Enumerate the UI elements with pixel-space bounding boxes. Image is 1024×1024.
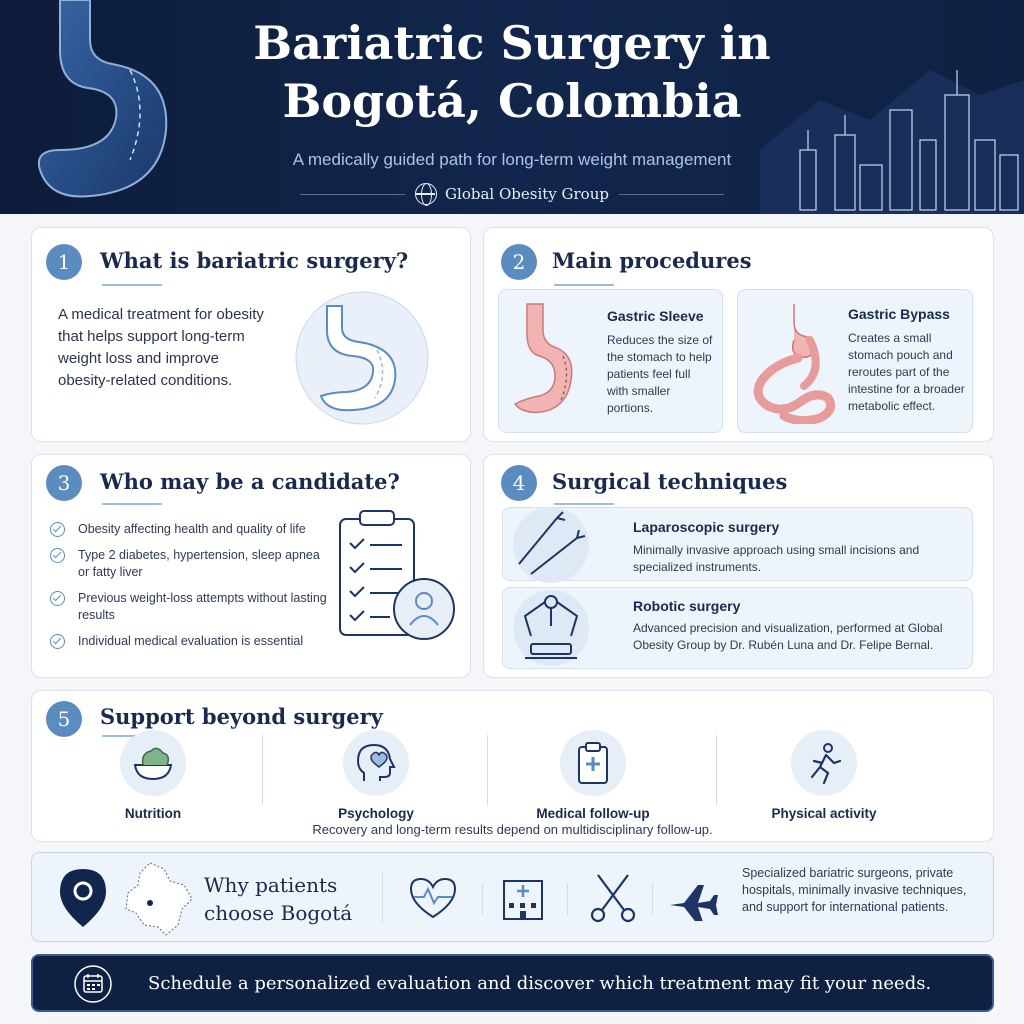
section-surgical-techniques [483, 454, 994, 678]
support-item-nutrition [53, 730, 253, 821]
section-text: A medical treatment for obesity that helps support long-term weight loss and improve obesity-related conditions. [58, 306, 264, 389]
procedure-card-sleeve [498, 289, 723, 433]
section-main-procedures [483, 227, 994, 442]
page-title-line2: Bogotá, Colombia [282, 74, 742, 128]
divider [482, 883, 483, 915]
clipboard-cross-icon [560, 730, 626, 796]
technique-description: Advanced precision and visualization, performed at Global Obesity Group by Dr. Rubén Luna and Dr. Felipe Bernal. [633, 621, 943, 652]
procedure-name: Gastric Sleeve [607, 308, 704, 324]
procedure-name: Gastric Bypass [848, 306, 950, 322]
clipboard-checklist-icon [332, 507, 464, 647]
salad-bowl-icon [120, 730, 186, 796]
divider [619, 194, 724, 195]
why-bogota-panel [31, 852, 994, 942]
support-item-psychology [276, 730, 476, 821]
surgical-scissors-icon [588, 871, 638, 925]
divider [567, 883, 568, 915]
list-item-text: Obesity affecting health and quality of life [78, 522, 306, 536]
divider [716, 735, 717, 805]
why-title-line2: choose Bogotá [204, 901, 353, 925]
brand-name: Global Obesity Group [445, 185, 609, 203]
section-what-is [31, 227, 471, 442]
title-underline [102, 503, 162, 505]
section-number: 3 [46, 465, 82, 501]
title-underline [102, 284, 162, 286]
page-subtitle: A medically guided path for long-term weight management [292, 150, 732, 169]
section-candidate [31, 454, 471, 678]
procedure-card-bypass [737, 289, 973, 433]
airplane-icon [666, 875, 720, 921]
running-person-icon [791, 730, 857, 796]
support-item-physical-activity [724, 730, 924, 821]
candidate-list [50, 521, 330, 659]
section-title: Main procedures [552, 248, 752, 273]
section-title: Surgical techniques [552, 469, 788, 494]
list-item-text: Previous weight-loss attempts without lasting results [78, 591, 327, 622]
section-number: 1 [46, 244, 82, 280]
head-heart-icon [343, 730, 409, 796]
divider [300, 194, 405, 195]
location-pin-icon [56, 867, 110, 929]
section-number: 2 [501, 244, 537, 280]
technique-description: Minimally invasive approach using small incisions and specialized instruments. [633, 543, 920, 574]
laparoscopic-instruments-icon [501, 504, 601, 586]
support-label: Nutrition [124, 806, 182, 821]
brand [415, 183, 609, 205]
divider [652, 883, 653, 915]
why-text: Specialized bariatric surgeons, private hospitals, minimally invasive techniques, and support for international patients. [742, 866, 967, 914]
section-title: Support beyond surgery [100, 704, 383, 729]
technique-name: Robotic surgery [633, 598, 741, 614]
colombia-map-icon [120, 859, 196, 939]
title-underline [554, 284, 614, 286]
support-label: Psychology [338, 806, 414, 821]
check-icon [50, 591, 65, 606]
procedure-description: Reduces the size of the stomach to help patients feel full with smaller portions. [607, 333, 713, 415]
support-note: Recovery and long-term results depend on multidisciplinary follow-up. [312, 822, 713, 837]
list-item-text: Individual medical evaluation is essential [78, 634, 304, 648]
cta-text[interactable]: Schedule a personalized evaluation and discover which treatment may fit your needs. [148, 973, 932, 994]
divider [382, 873, 383, 923]
list-item [50, 590, 330, 624]
divider [487, 735, 488, 805]
brand-row [300, 180, 724, 208]
heart-pulse-icon [408, 875, 458, 921]
list-item-text: Type 2 diabetes, hypertension, sleep apnea or fatty liver [78, 548, 320, 579]
surgical-robot-icon [501, 586, 601, 670]
hospital-building-icon [498, 873, 548, 921]
list-item [50, 633, 330, 650]
support-label: Physical activity [771, 806, 877, 821]
why-title [204, 871, 352, 927]
divider [262, 735, 263, 805]
gastric-bypass-icon [744, 300, 840, 424]
stomach-icon [287, 288, 437, 428]
gastric-sleeve-icon [505, 300, 595, 424]
check-icon [50, 548, 65, 563]
page-title-line1: Bariatric Surgery in [253, 16, 771, 70]
support-item-medical-follow-up [493, 730, 693, 821]
globe-icon [415, 183, 437, 205]
technique-name: Laparoscopic surgery [633, 519, 780, 535]
cta-banner[interactable] [31, 954, 994, 1012]
calendar-icon [73, 964, 113, 1004]
stomach-illustration-icon [20, 0, 200, 214]
section-title: What is bariatric surgery? [100, 248, 409, 273]
section-title: Who may be a candidate? [100, 469, 400, 494]
section-number: 5 [46, 701, 82, 737]
list-item [50, 521, 330, 538]
check-icon [50, 522, 65, 537]
support-label: Medical follow-up [536, 806, 650, 821]
procedure-description: Creates a small stomach pouch and reroutes part of the intestine for a broader metabolic effect. [848, 331, 965, 413]
section-number: 4 [501, 465, 537, 501]
check-icon [50, 634, 65, 649]
technique-card-laparoscopic [502, 507, 973, 581]
technique-card-robotic [502, 587, 973, 669]
why-title-line1: Why patients [204, 873, 338, 897]
header-banner [0, 0, 1024, 214]
list-item [50, 547, 330, 581]
